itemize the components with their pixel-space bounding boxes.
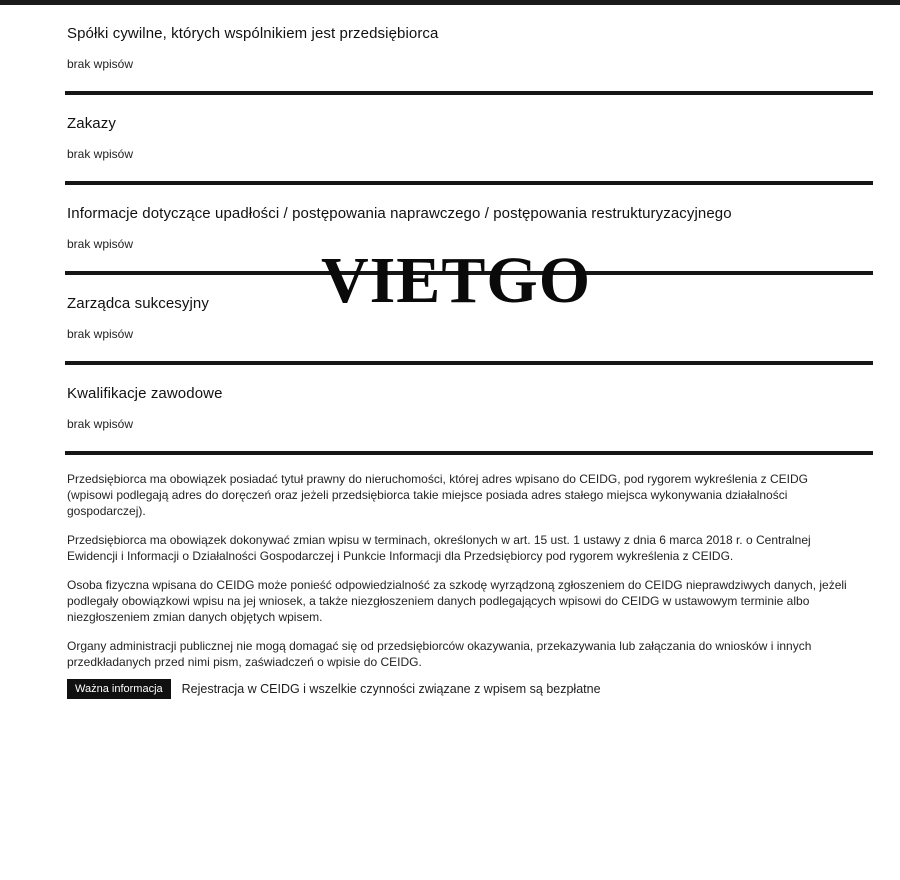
document-content (0, 25, 900, 699)
section-divider (65, 361, 873, 365)
section-divider (65, 181, 873, 185)
section-empty-value: brak wpisów (67, 147, 134, 161)
legal-paragraph: Przedsiębiorca ma obowiązek dokonywać zmian wpisu w terminach, określonych w art. 15 ust. 1 ustawy z dnia 6 marca 2018 r. o Centralnej Ewidencji i Informacji o Działalności Gospodarczej i Punkcie Informacji dla Przedsiębiorcy pod rygorem wykreślenia z CEIDG. (67, 533, 811, 563)
section-title: Spółki cywilne, których wspólnikiem jest przedsiębiorca (67, 25, 439, 42)
important-info-badge: Ważna informacja (67, 679, 171, 699)
important-info-text: Rejestracja w CEIDG i wszelkie czynności związane z wpisem są bezpłatne (181, 682, 601, 696)
vietgo-watermark: VIETGO (320, 244, 592, 317)
section-empty-value: brak wpisów (67, 417, 134, 431)
legal-paragraph: Osoba fizyczna wpisana do CEIDG może ponieść odpowiedzialność za szkodę wyrządzoną zgłoszeniem do CEIDG nieprawdziwych danych, jeżeli podlegały obowiązkowi wpisu na jej wniosek, a także niezgłoszeniem danych podlegających wpisowi do CEIDG w ustawowym terminie albo niezgłoszeniem zmian danych objętych wpisem. (67, 578, 847, 624)
legal-paragraph: Przedsiębiorca ma obowiązek posiadać tytuł prawny do nieruchomości, której adres wpisano do CEIDG, pod rygorem wykreślenia z CEIDG (wpisowi podlegają adres do doręczeń oraz jeżeli przedsiębiorca takie miejsce posiada adres stałego miejsca wykonywania działalności gospodarczej). (67, 472, 808, 518)
section-empty-value: brak wpisów (67, 57, 134, 71)
section-empty-value: brak wpisów (67, 237, 134, 251)
section-title: Informacje dotyczące upadłości / postępowania naprawczego / postępowania restrukturyzacyjnego (67, 205, 732, 222)
important-note-row (67, 679, 873, 699)
legal-notes (67, 471, 849, 670)
top-border (0, 0, 900, 5)
section-title: Zarządca sukcesyjny (67, 295, 209, 312)
legal-paragraph: Organy administracji publicznej nie mogą domagać się od przedsiębiorców okazywania, przekazywania lub załączania do wniosków i innych przedkładanych przed nimi pism, zaświadczeń o wpisie do CEIDG. (67, 639, 812, 669)
section-empty-value: brak wpisów (67, 327, 134, 341)
section-divider (65, 451, 873, 455)
section-title: Zakazy (67, 115, 116, 132)
section-zakazy (67, 115, 873, 185)
section-title: Kwalifikacje zawodowe (67, 385, 223, 402)
section-spolki-cywilne (67, 25, 873, 95)
section-kwalifikacje-zawodowe (67, 385, 873, 455)
section-divider (65, 91, 873, 95)
